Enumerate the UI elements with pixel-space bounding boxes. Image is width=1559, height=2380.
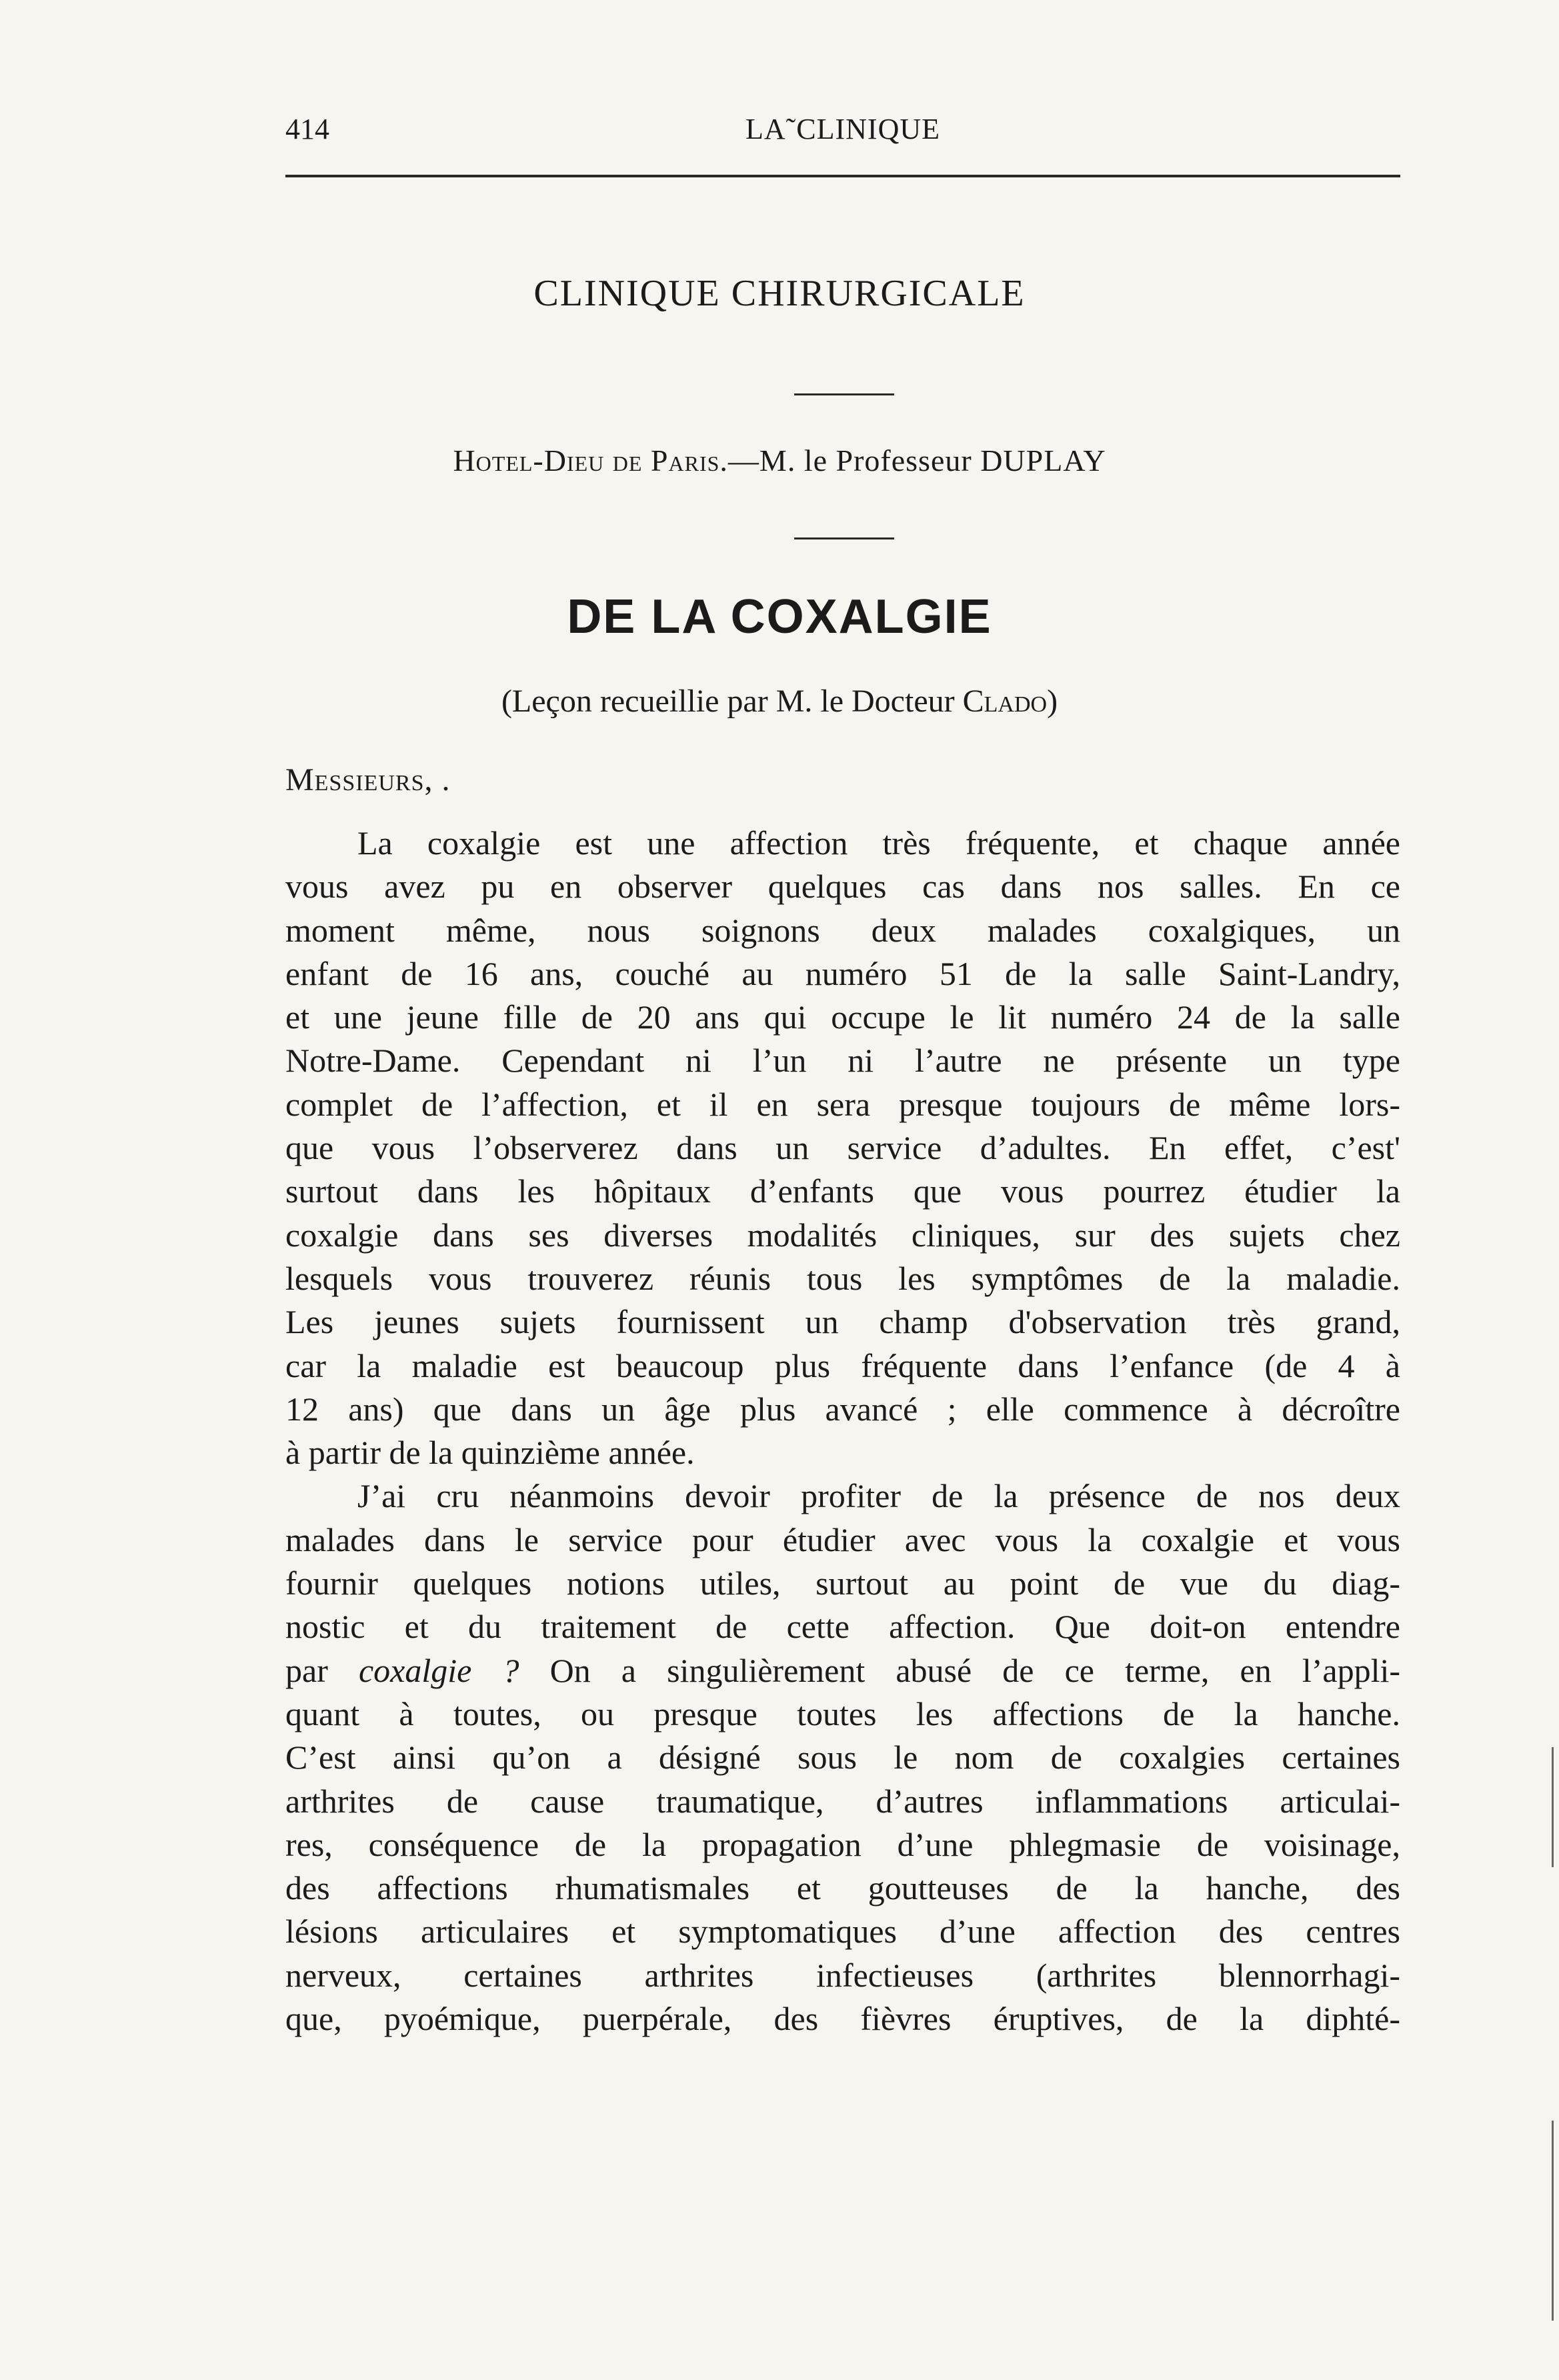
text-fragment: par <box>285 1651 359 1689</box>
text-line: enfant de 16 ans, couché au numéro 51 de la salle Saint-Landry, <box>285 954 1400 992</box>
running-head <box>285 112 1400 152</box>
text-line: lesquels vous trouverez réunis tous les symptômes de la maladie. <box>285 1259 1400 1297</box>
text-line: quant à toutes, ou presque toutes les affections de la hanche. <box>285 1694 1400 1732</box>
text-line: 12 ans) que dans un âge plus avancé ; elle commence à décroître <box>285 1390 1400 1428</box>
text-line: et une jeune fille de 20 ans qui occupe le lit numéro 24 de la salle <box>285 998 1400 1036</box>
header-rule <box>285 175 1400 177</box>
section-title: CLINIQUE CHIRURGICALE <box>533 273 1026 314</box>
affiliation-institution: Hotel-Dieu de Paris. <box>453 443 728 477</box>
text-line: fournir quelques notions utiles, surtout au point de vue du diag- <box>285 1564 1400 1602</box>
salutation: Messieurs, . <box>285 762 451 798</box>
binding-shadow <box>1552 2121 1554 2321</box>
byline <box>0 683 1559 720</box>
byline-name: Clado <box>962 684 1048 719</box>
text-line: nerveux, certaines arthrites infectieuses (arthrites blennorrhagi- <box>285 1956 1400 1994</box>
text-line: C’est ainsi qu’on a désigné sous le nom de coxalgies certaines <box>285 1738 1400 1776</box>
italic-term: coxalgie ? <box>358 1651 519 1689</box>
text-line: malades dans le service pour étudier avec vous la coxalgie et vous <box>285 1520 1400 1558</box>
text-line: Les jeunes sujets fournissent un champ d'observation très grand, <box>285 1303 1400 1341</box>
byline-suffix: ) <box>1047 684 1058 719</box>
text-line: complet de l’affection, et il en sera presque toujours de même lors- <box>285 1085 1400 1123</box>
running-title: LA˜CLINIQUE <box>745 113 941 145</box>
text-line: moment même, nous soignons deux malades coxalgiques, un <box>285 911 1400 949</box>
affiliation-person: —M. le Professeur DUPLAY <box>727 443 1106 477</box>
article-title: DE LA COXALGIE <box>567 590 992 644</box>
text-line: que, pyoémique, puerpérale, des fièvres éruptives, de la diphté- <box>285 2000 1400 2038</box>
page-number: 414 <box>285 113 329 145</box>
text-line: res, conséquence de la propagation d’une phlegmasie de voisinage, <box>285 1825 1400 1863</box>
text-fragment: On a singulièrement abusé de ce terme, en l’appli- <box>519 1651 1401 1689</box>
binding-shadow <box>1552 1747 1554 1867</box>
text-line: nostic et du traitement de cette affection. Que doit-on entendre <box>285 1608 1400 1646</box>
text-line: surtout dans les hôpitaux d’enfants que vous pourrez étudier la <box>285 1172 1400 1210</box>
divider-rule <box>794 537 894 539</box>
byline-prefix: (Leçon recueillie par M. le Docteur <box>501 684 963 719</box>
body-text <box>285 822 1400 2041</box>
text-line: vous avez pu en observer quelques cas dans nos salles. En ce <box>285 868 1400 906</box>
text-line: arthrites de cause traumatique, d’autres inflammations articulai- <box>285 1782 1400 1820</box>
text-line: coxalgie dans ses diverses modalités cliniques, sur des sujets chez <box>285 1216 1400 1254</box>
divider-rule <box>794 393 894 395</box>
text-line: à partir de la quinzième année. <box>285 1434 695 1472</box>
text-line: lésions articulaires et symptomatiques d’une affection des centres <box>285 1913 1400 1951</box>
text-line: J’ai cru néanmoins devoir profiter de la présence de nos deux <box>357 1477 1400 1515</box>
text-line: que vous l’observerez dans un service d’adultes. En effet, c’est' <box>285 1129 1400 1167</box>
text-line: des affections rhumatismales et goutteuses de la hanche, des <box>285 1869 1400 1907</box>
text-line: car la maladie est beaucoup plus fréquente dans l’enfance (de 4 à <box>285 1346 1400 1384</box>
affiliation <box>0 443 1559 478</box>
text-line: Notre-Dame. Cependant ni l’un ni l’autre ne présente un type <box>285 1042 1400 1080</box>
text-line: La coxalgie est une affection très fréquente, et chaque année <box>357 824 1400 862</box>
text-line-italic <box>285 1649 1400 1692</box>
